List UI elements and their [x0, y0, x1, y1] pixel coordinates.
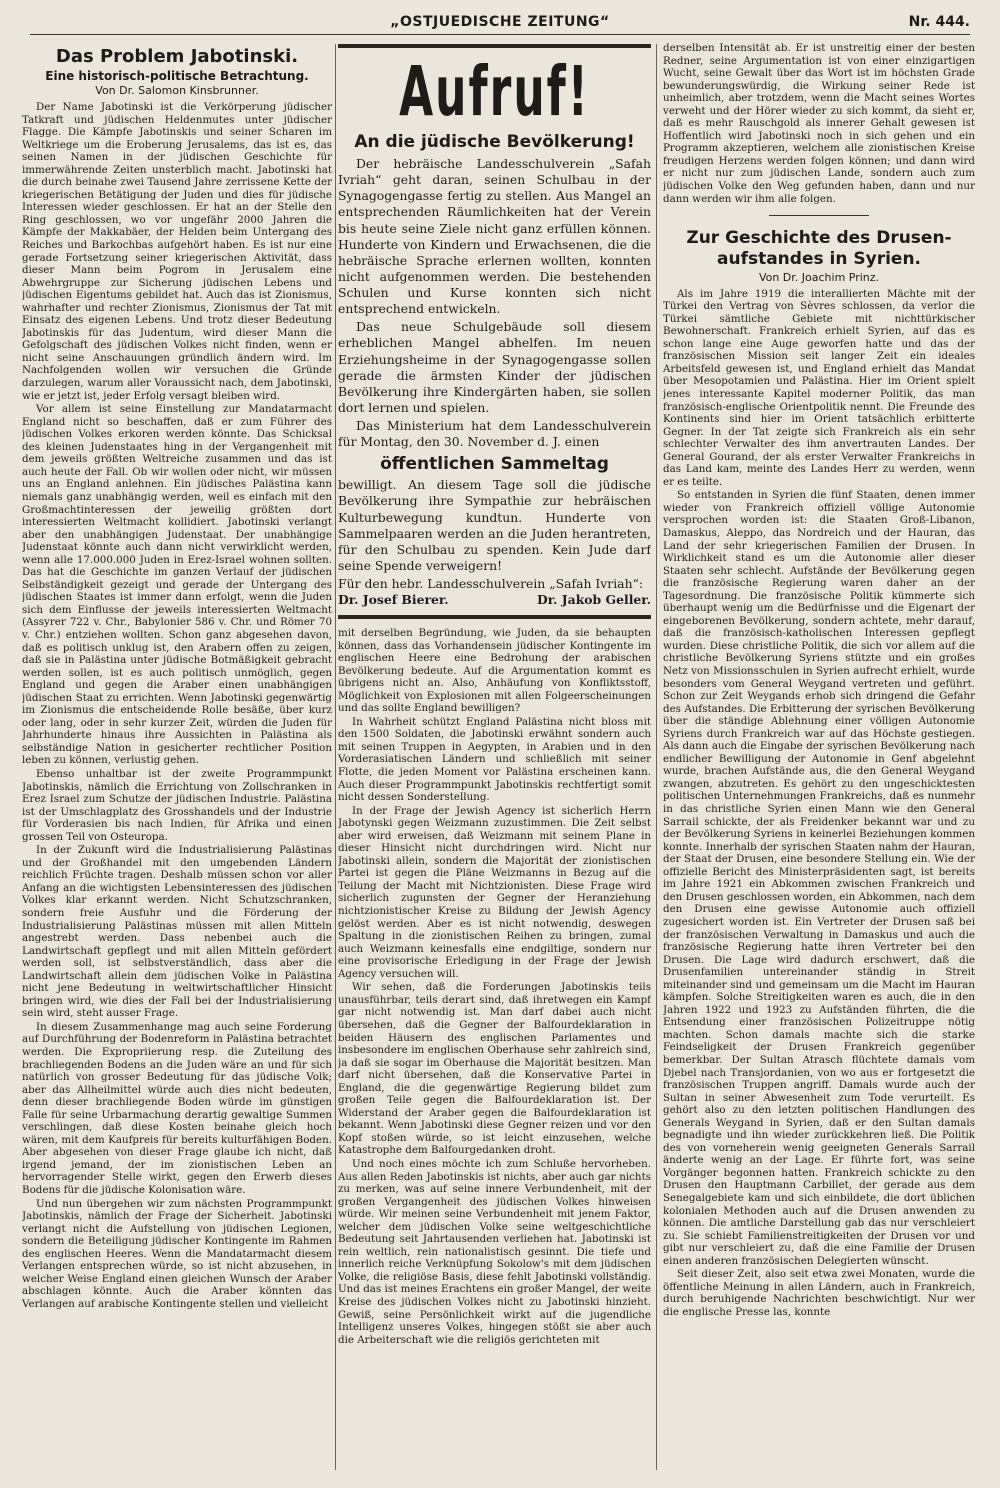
paragraph: In der Zukunft wird die Industrialisierung Palästinas und der Großhandel mit den umgebenden Ländern reichlich Früchte tragen. Deshalb müssen schon vor aller Anfang an die wichtigsten Lebensinteressen des jüdischen Volkes klar erkannt werden. Nicht Schutzschranken, sondern freie Ausfuhr und die Förderung der Industrialisierung Palästinas müssen mit allen Mitteln angestrebt werden. Dass nebenbei auch die Landwirtschaft gepflegt und mit allen Mitteln gefördert werden soll, ist selbstverständlich, dass aber die Landwirtschaft allein dem jüdischen Volke in Palästina nicht jene Bedeutung in weltwirtschaftlicher Hinsicht bringen wird, wie dies der Fall bei der Industrialisierung sein wird, steht ausser Frage. — [22, 844, 332, 1020]
column-left — [22, 42, 332, 1474]
appeal-paragraph: bewilligt. An diesem Tage soll die jüdische Bevölkerung ihre Sympathie zur hebräischen Kulturbewegung kundtun. Hunderte von Sammelpaaren werden an die Juden herantreten, für den Schulbau zu spenden. Kein Jude darf seine Spende verweigern! — [338, 477, 651, 573]
paragraph: Der Name Jabotinski ist die Verkörperung jüdischer Tatkraft und jüdischen Heldenmutes unter jüdischer Flagge. Die Kämpfe Jabotinskis und seiner Scharen im Weltkriege um die Eroberung Jerusalems, das ist es, das seinen Namen in der jüdischen Geschichte für immerwährende Zeiten unsterblich macht. Jabotinski hat die durch beinahe zwei Tausend Jahre zerrissene Kette der kriegerischen Betätigung der Juden und dies für jüdische Interessen wieder geschlossen. Er hat an der Stelle den Ring geschlossen, wo vor ungefähr 2000 Jahren die Kämpfe der Makkabäer, der Helden beim Untergang des Reiches und Barkochbas aufgehört haben. Es ist nur eine gerade Fortsetzung seiner kriegerischen Aktivität, dass dieser Mann beim Pogrom in Jerusalem eine Abwehrgruppe zur Sicherung jüdischen Lebens und jüdischen Eigentums gebildet hat. Auch das ist Zionismus, wahrhafter und rechter Zionismus, Zionismus der Tat mit Einsatz des eigenen Lebens. Und trotz dieser Bedeutung Jabotinskis für das Judentum, wird dieser Mann die Gefolgschaft des jüdischen Volkes nicht finden, wenn er nicht seine Anschauungen gründlich ändern wird. Im Nachfolgenden wollen wir versuchen die Gründe darzulegen, warum aller Voraussicht nach, dem Jabotinski, wie er jetzt ist, jeder Erfolg versagt bleiben wird. — [22, 101, 332, 402]
masthead-title: „OSTJUEDISCHE ZEITUNG“ — [390, 14, 610, 30]
article-subtitle: Eine historisch-politische Betrachtung. — [45, 69, 309, 83]
title-line: Zur Geschichte des Drusen- — [686, 228, 952, 249]
appeal-box — [338, 44, 651, 619]
appeal-signatures — [338, 592, 651, 607]
paragraph: mit derselben Begründung, wie Juden, da sie behaupten können, dass das Vorhandensein jüdischer Kontingente im englischen Heere eine Bedrohung der arabischen Bevölkerung bedeute. Auf die Argumentation kommt es übrigens nicht an. Also, Anhäufung von Konfliktsstoff, Möglichkeit von Explosionen mit allen Folgeerscheinungen und das sollte England bewilligen? — [338, 627, 651, 715]
paragraph: In Wahrheit schützt England Palästina nicht bloss mit den 1500 Soldaten, die Jabotinski erwähnt sondern auch mit seinen Truppen in Aegypten, in Arabien und in den Vorderasiatischen Ländern und schließlich mit seiner Flotte, die jeden Moment vor Palästina erscheinen kann. Auch dieser Programmpunkt Jabotinskis rechtfertigt somit nicht dessen Sonderstellung. — [338, 715, 651, 804]
paragraph: So entstanden in Syrien die fünf Staaten, denen immer wieder von Frankreich offiziell völlige Autonomie versprochen worden ist: die Staaten Groß-Libanon, Damaskus, Aleppo, das Nordreich und der Hauran, das Land der sehr kriegerischen Familien der Drusen. In Wirklichkeit stand es um die Autonomie aller dieser Staaten sehr schlecht. Aufstände der Bevölkerung gegen die französische Regierung waren daher an der Tagesordnung. Die französische Politik kümmerte sich überhaupt wenig um die Bedürfnisse und die Eigenart der eingeborenen Bevölkerung, sondern achtete, mehr darauf, daß die französisch-katholischen Interessen gepflegt wurden. Diese christliche Politik, die sich vor allem auf die christliche Bevölkerung Syriens stützte und ein großes Netz von Missionsschulen in Syrien aufrecht erhielt, wurde besonders vom General Weygand vertreten und geführt. Schon zur Zeit Weygands erhob sich dringend die Gefahr des Aufstandes. Die Erbitterung der syrischen Bevölkerung über die ständige Ablehnung einer völligen Autonomie Syriens durch Frankreich war auf das Höchste gestiegen. Als dann auch die Eingabe der syrischen Bevölkerung nach endlicher Bewilligung der Autonomie in Genf abgelehnt wurde, brachen Aufstände aus, die den General Weygand zwangen, abzutreten. Es gehört zu den ungeschicktesten politischen Unternehmungen Frankreichs, daß es nunmehr in das christliche Syrien einen Mann wie den General Sarrail schickte, der als Freidenker bekannt war und zu der Bevölkerung Syriens in keinerlei Beziehungen kommen konnte. Innerhalb der syrischen Staaten nahm der Hauran, der Staat der Drusen, eine besondere Stellung ein. Wie der offizielle Bericht des Ministerpräsidenten sagt, ist bereits im Jahre 1921 ein Abkommen zwischen Frankreich und den Drusen geschlossen worden, ein Abkommen, nach dem den Drusen eine gewisse Autonomie auch offiziell zugesichert worden ist. Ein Vertreter der Drusen saß bei der französischen Verwaltung in Damaskus und auch die französische Regierung hatte ihren Vertreter bei den Drusen. Die Lage wird dadurch erschwert, daß die Drusenfamilien untereinander ständig in Streit miteinander sind und gemeinsam um die Macht im Hauran kämpfen. Solche Streitigkeiten waren es auch, die in den Jahren 1922 und 1923 zu Aufständen führten, die die Entsendung einer französischen Polizeitruppe nötig machten. Schon damals machte sich die starke Feindseligkeit der Drusen Frankreich gegenüber bemerkbar. Der Sultan Atrasch flüchtete damals vom Djebel nach Transjordanien, von wo aus er fortgesetzt die französischen Truppen angriff. Damals wurde auch der Sultan in seiner Abwesenheit zum Tode verurteilt. Es gehört also zu den letzten politischen Handlungen des Generals Weygand in Syrien, daß er den Sultan damals begnadigte und ihn wieder zurückkehren ließ. Die Politik des von vorneherein wenig geeigneten Generals Sarrail änderte wenig an der Lage. Er führte fort, was seine Vorgänger begonnen hatten. Frankreich schickte zu den Drusen den Hauptmann Carbillet, der gerade aus dem Senegalgebiete kam und sich einbildete, die dort üblichen kolonialen Methoden auch auf die Drusen anwenden zu können. Die amtliche Darstellung gab das nur verschleiert zu. Sie schiebt Familienstreitigkeiten der Drusen vor und gibt nur verschleiert zu, daß die eine Familie der Drusen einen anderen französischen Delegierten wünscht. — [663, 489, 975, 1267]
signer-name: Dr. Jakob Geller. — [537, 592, 651, 607]
article-title — [663, 228, 975, 271]
paragraph: derselben Intensität ab. Er ist unstreitig einer der besten Redner, seine Argumentation ist von einer einzigartigen Wucht, seine Gewalt über das Wort ist im höchsten Grade bewunderungswürdig, die Wirkung seiner Rede ist unheimlich, aber trotzdem, wenn die Macht seines Wortes verweht und der Hörer wieder zu sich kommt, da sieht er, daß es mehr Rauschgold als innerer Gehalt gewesen ist Hoffentlich wird Jabotinski noch in sich gehen und ein Programm akzeptieren, welchem alle zionistischen Kreise freudigen Herzens werden folgen können; und dann wird er nicht nur zum jüdischen Lande, sondern auch zum jüdischen Volke den Weg gefunden haben, dann und nur dann werden wir ihm alle folgen. — [663, 42, 975, 205]
column-rule — [335, 44, 336, 1470]
appeal-paragraph: Das Ministerium hat dem Landesschulverein für Montag, den 30. November d. J. einen — [338, 418, 651, 450]
paragraph: Vor allem ist seine Einstellung zur Mandatarmacht England nicht so beschaffen, daß er zum Führer des jüdischen Volkes erkoren werden könnte. Das Schicksal des kleinen Judenstaates hing in der Vergangenheit mit dem jeweils größten Weltreiche zusammen und das ist auch heute der Fall. Ob wir wollen oder nicht, wir müssen uns an England anlehnen. Ein jüdisches Palästina kann niemals ganz unabhängig werden, weil es einfach mit den Großmachtinteressen der jeweilig größten dort interessierten Weltmacht kollidiert. Jabotinski verlangt aber den unabhängigen Judenstaat. Der unabhängige Judenstaat könnte auch dann nicht verwirklicht werden, wenn alle 17.000.000 Juden in Erez-Israel wohnen sollten. Das hat die Geschichte im ganzen Verlauf der jüdischen Selbständigkeit gezeigt und gerade der Untergang des jüdischen Staates ist immer dann erfolgt, wenn die Juden sich dem Einflusse der jeweils interessierten Weltmacht (Assyrer 722 v. Chr., Babylonier 586 v. Chr. und Römer 70 v. Chr.) entziehen wollten. Schon ganz abgesehen davon, daß es politisch unklug ist, den Arabern offen zu zeigen, daß sie in Palästina unter jüdische Botmäßigkeit gebracht werden sollen, ist es auch politisch unmöglich, gegen England und gegen die Araber einen unabhängigen jüdischen Staat zu errichten. Wenn Jabotinski gegenwärtig im Zionismus die entscheidende Rolle besäße, über kurz oder lang, oder in sehr kurzer Zeit, würden die Juden für Jahrhunderte hinaus ihre Aussichten in Palästina als selbständige Nation in gesicherter rechtlicher Position leben zu können, verlustig gehen. — [22, 403, 332, 767]
signer-name: Dr. Josef Bierer. — [338, 592, 449, 607]
paragraph: Als im Jahre 1919 die interallierten Mächte mit der Türkei den Vertrag von Sèvres schlossen, da verlor die Türkei sämtliche Gebiete mit nichttürkischer Bewohnerschaft. Frankreich erhielt Syrien, auf das es schon lange eine Auge geworfen hatte und das der französischen Mission seit langer Zeit ein ideales Arbeitsfeld gewesen ist, und England erhielt das Mandat über Mesopotamien und Palästina. Hier im Orient spielt jenes interessante Kapitel moderner Politik, das man französisch-englische Orientpolitik nennt. Die Freunde des Kontinents sind hier im Orient tatsächlich erbitterte Gegner. In der Tat zeigte sich Frankreich als ein sehr schlechter Verwalter des ihm anvertrauten Landes. Der General Gourand, der als erster Verwalter Frankreichs in das Land kam, meinte des Landes Herr zu werden, wenn er es teilte. — [663, 287, 975, 488]
article-title: Das Problem Jabotinski. — [55, 46, 299, 67]
appeal-highlight: öffentlichen Sammeltag — [380, 454, 609, 475]
article-byline: Von Dr. Salomon Kinsbrunner. — [95, 84, 259, 97]
paragraph: In diesem Zusammenhange mag auch seine Forderung auf Durchführung der Bodenreform in Palästina betrachtet werden. Die Expropriierung resp. die Zuteilung des brachliegenden Bodens an die Juden wäre an und für sich natürlich von grosser Bedeutung für das jüdische Volk; aber das Allheilmittel würde auch dies nicht bedeuten, denn dieser brachliegende Boden würde im günstigen Falle für seine Urbarmachung derartig gewaltige Summen verschlingen, daß diese Kosten beinahe gleich hoch wären, mit dem Kaufpreis für bereits kulturfähigen Boden. Aber abgesehen von dieser Frage glaube ich nicht, daß irgend jemand, der im zionistischen Leben an hervorragender Stelle wirkt, gegen den Erwerb dieses Bodens für die jüdische Kolonisation wäre. — [22, 1020, 332, 1197]
paragraph: Ebenso unhaltbar ist der zweite Programmpunkt Jabotinskis, nämlich die Errichtung von Zollschranken in Erez Israel zum Schutze der jüdischen Industrie. Palästina ist der Umschlagplatz des Grosshandels und der Industrie für Vorderasien bis nach Indien, für Afrika und einen grossen Teil von Osteuropa. — [22, 767, 332, 843]
paragraph: Und nun übergehen wir zum nächsten Programmpunkt Jabotinskis, nämlich der Frage der Sicherheit. Jabotinski verlangt nicht die Aufstellung von jüdischen Legionen, sondern die Beteiligung jüdischer Kontingente im Rahmen des englischen Heeres. Wenn die Mandatarmacht diesem Verlangen entsprechen würde, so ist nicht abzusehen, in welcher Weise England einen gleichen Wunsch der Araber abschlagen könnte. Auch die Araber könnten das Verlangen auf arabische Kontingente stellen und vielleicht — [22, 1197, 332, 1310]
paragraph: Seit dieser Zeit, also seit etwa zwei Monaten, wurde die öffentliche Meinung in allen Ländern, auch in Frankreich, durch beruhigende Nachrichten beschwichtigt. Nur wer die englische Presse las, konnte — [663, 1268, 975, 1318]
section-divider — [769, 215, 869, 216]
title-line: aufstandes in Syrien. — [717, 249, 921, 270]
column-middle — [338, 42, 651, 1474]
column-right — [663, 42, 975, 1474]
appeal-paragraph: Der hebräische Landesschulverein „Safah Ivriah“ geht daran, seinen Schulbau in der Synagogengasse fertig zu stellen. Aus Mangel an entsprechenden Räumlichkeiten hat der Verein bis heute seine Ziele nicht ganz erfüllen können. Hunderte von Kindern und Erwachsenen, die die hebräische Sprache erlernen wollten, konnten nicht aufgenommen werden. Die bestehenden Schulen und Kurse konnten sich nicht entsprechend entwickeln. — [338, 156, 651, 317]
paragraph: In der Frage der Jewish Agency ist sicherlich Herrn Jabotynski gegen Weizmann zuzustimmen. Die Zeit selbst aber wird erweisen, daß Weizmann mit seinem Plane in dieser Hinsicht nicht durchdringen wird. Nicht nur Jabotinski allein, sondern die Majorität der zionistischen Partei ist gegen die Pläne Weizmanns in Bezug auf die Teilung der Macht mit Nichtzionisten. Diese Frage wird sicherlich zugunsten der Gegner der Heranziehung nichtzionistischer Kreise zu Bildung der Jewish Agency gelöst werden. Aber es ist nicht notwendig, deswegen Spaltung in die zionistischen Reihen zu bringen, zumal auch Weizmann keinesfalls eine endgiltige, sondern nur eine provisorische Erledigung in der Frage der Jewish Agency versuchen will. — [338, 804, 651, 980]
article-byline: Von Dr. Joachim Prinz. — [758, 270, 880, 284]
masthead — [30, 14, 970, 35]
appeal-subheading: An die jüdische Bevölkerung! — [354, 132, 635, 152]
column-rule — [656, 44, 657, 1470]
issue-number: Nr. 444. — [908, 14, 970, 30]
paragraph: Wir sehen, daß die Forderungen Jabotinskis teils unausführbar, teils derart sind, daß ihretwegen ein Kampf gar nicht notwendig ist. Man darf dabei auch nicht übersehen, daß die Gegner der Balfourdeklaration in beiden Häusern des englischen Parlamentes und insbesondere im englischen Oberhause sehr zahlreich sind, ja daß sie sogar im Oberhause die Majorität besitzen. Man darf nicht übersehen, daß die Konservative Partei in England, die die gegenwärtige Regierung bildet zum großen Teile gegen die Balfourdeklaration ist. Der Widerstand der Araber gegen die Balfourdeklaration ist bekannt. Wenn Jabotinski diese Gegner reizen und vor den Kopf stoßen würde, so ist leicht einzusehen, welche Katastrophe dem Balfourgedanken droht. — [338, 981, 651, 1157]
paragraph: Und noch eines möchte ich zum Schluße hervorheben. Aus allen Reden Jabotinskis ist nichts, aber auch gar nichts zu merken, was auf seine innere Verbundenheit, mit der großen Vergangenheit des jüdischen Volkes hinweisen würde. Wir meinen seine Verbundenheit mit jenem Faktor, welcher dem jüdischen Volke seine weltgeschichtliche Bedeutung seit Jahrtausenden verliehen hat. Jabotinski ist rein weltlich, rein nationalistisch gesinnt. Die tiefe und innerlich reiche Verknüpfung Sokolow's mit dem jüdischen Volke, die religiöse Basis, diese fehlt Jabotinski vollständig. Und das ist meines Erachtens ein großer Mangel, der weite Kreise des jüdischen Volkes nicht zu Jabotinski hinzieht. Gewiß, seine Persönlichkeit wirkt auf die jugendliche Intelligenz unseres Volkes, hingegen stößt sie aber auch die Arbeiterschaft wie die religiös gerichteten mit — [338, 1157, 651, 1346]
appeal-paragraph: Das neue Schulgebäude soll diesem erheblichen Mangel abhelfen. Im neuen Erziehungsheime in der Synagogengasse sollen gerade die ärmsten Kinder der jüdischen Bevölkerung ihre Kindergärten haben, sie sollen dort lernen und spielen. — [338, 319, 651, 415]
appeal-headline: Aufruf! — [399, 52, 590, 132]
appeal-signoff: Für den hebr. Landesschulverein „Safah Ivriah“: — [338, 576, 644, 591]
